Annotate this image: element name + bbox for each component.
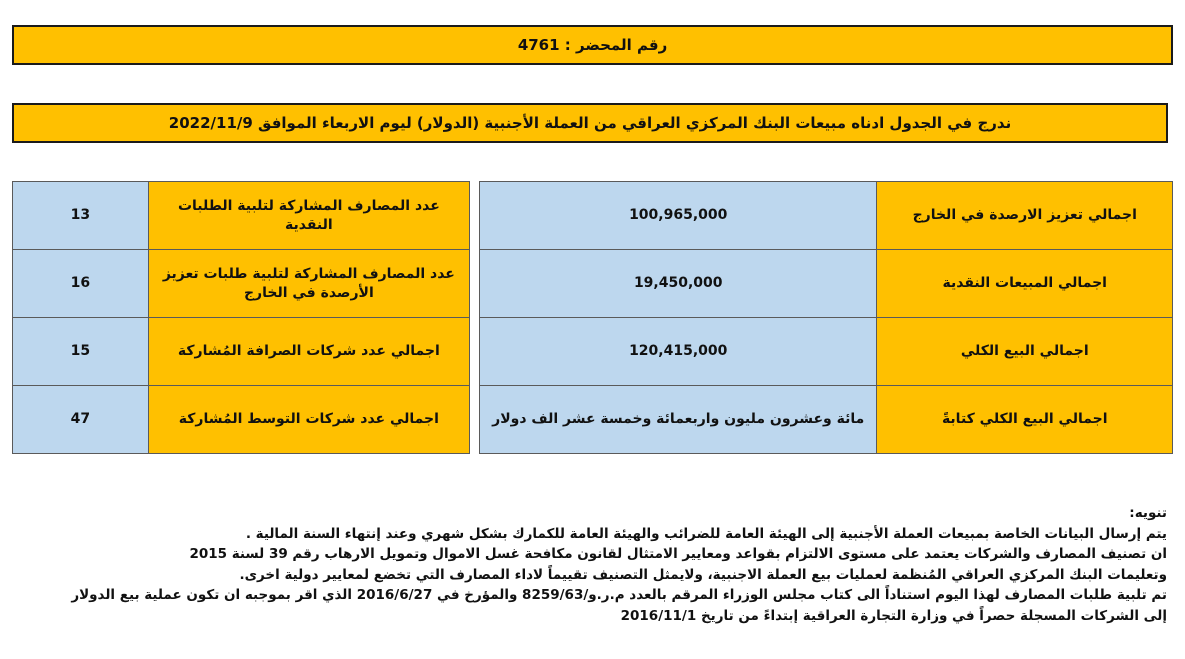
row-value: 13 (13, 182, 149, 250)
table-row (480, 250, 1173, 318)
row-label: اجمالي البيع الكلي (877, 318, 1173, 386)
notes-title: تنويه: (1129, 505, 1167, 521)
description-text: ندرج في الجدول ادناه مبيعات البنك المركزي العراقي من العملة الأجنبية (الدولار) ليوم الاربعاء الموافق 2022/11/9 (168, 114, 1012, 132)
row-value: 120,415,000 (480, 318, 877, 386)
description-banner (12, 103, 1168, 143)
row-value: 19,450,000 (480, 250, 877, 318)
note-line: يتم إرسال البيانات الخاصة بمبيعات العملة الأجنبية إلى الهيئة العامة للضرائب والهيئة العامة للكمارك بشكل شهري وعند إنتهاء السنة المالية . (245, 525, 1167, 542)
row-label: عدد المصارف المشاركة لتلبية الطلبات النقدية (148, 182, 469, 250)
row-value: 100,965,000 (480, 182, 877, 250)
row-label: اجمالي البيع الكلي كتابةً (877, 386, 1173, 454)
note-line: إلى الشركات المسجلة حصراً في وزارة التجارة العراقية إبتداءً من تاريخ 2016/11/1 (620, 607, 1167, 624)
record-number: رقم المحضر : 4761 (517, 36, 668, 54)
table-row (480, 318, 1173, 386)
row-value: 16 (13, 250, 149, 318)
table-row (13, 386, 470, 454)
table-row (13, 318, 470, 386)
record-number-banner (12, 25, 1173, 65)
row-value: 15 (13, 318, 149, 386)
table-row (13, 250, 470, 318)
note-line: تم تلبية طلبات المصارف لهذا اليوم استناداً الى كتاب مجلس الوزراء المرقم بالعدد م.ر.و/8259/63 والمؤرخ في 2016/6/27 الذي اقر بموجبه ان تكون عملية بيع الدولار (71, 587, 1167, 603)
note-line: ان تصنيف المصارف والشركات يعتمد على مستوى الالتزام بقواعد ومعايير الامتثال لقانون مكافحة غسل الاموال وتمويل الارهاب رقم 39 لسنة 2015 (189, 546, 1167, 562)
row-value: 47 (13, 386, 149, 454)
table-row (480, 386, 1173, 454)
row-label: اجمالي تعزيز الارصدة في الخارج (877, 182, 1173, 250)
table-row (13, 182, 470, 250)
row-label: اجمالي المبيعات النقدية (877, 250, 1173, 318)
row-label: اجمالي عدد شركات الصرافة المُشاركة (148, 318, 469, 386)
table-row (480, 182, 1173, 250)
participants-table (12, 181, 470, 454)
sales-table (479, 181, 1173, 454)
row-label: اجمالي عدد شركات التوسط المُشاركة (148, 386, 469, 454)
row-label: عدد المصارف المشاركة لتلبية طلبات تعزيز الأرصدة في الخارج (148, 250, 469, 318)
row-value: مائة وعشرون مليون واربعمائة وخمسة عشر الف دولار (480, 386, 877, 454)
note-line: وتعليمات البنك المركزي العراقي المُنظمة لعمليات بيع العملة الاجنبية، ولايمثل التصنيف تقييماً لاداء المصارف التي تخضع لمعايير دولية اخرى. (239, 566, 1167, 583)
notes-section (60, 503, 1167, 626)
